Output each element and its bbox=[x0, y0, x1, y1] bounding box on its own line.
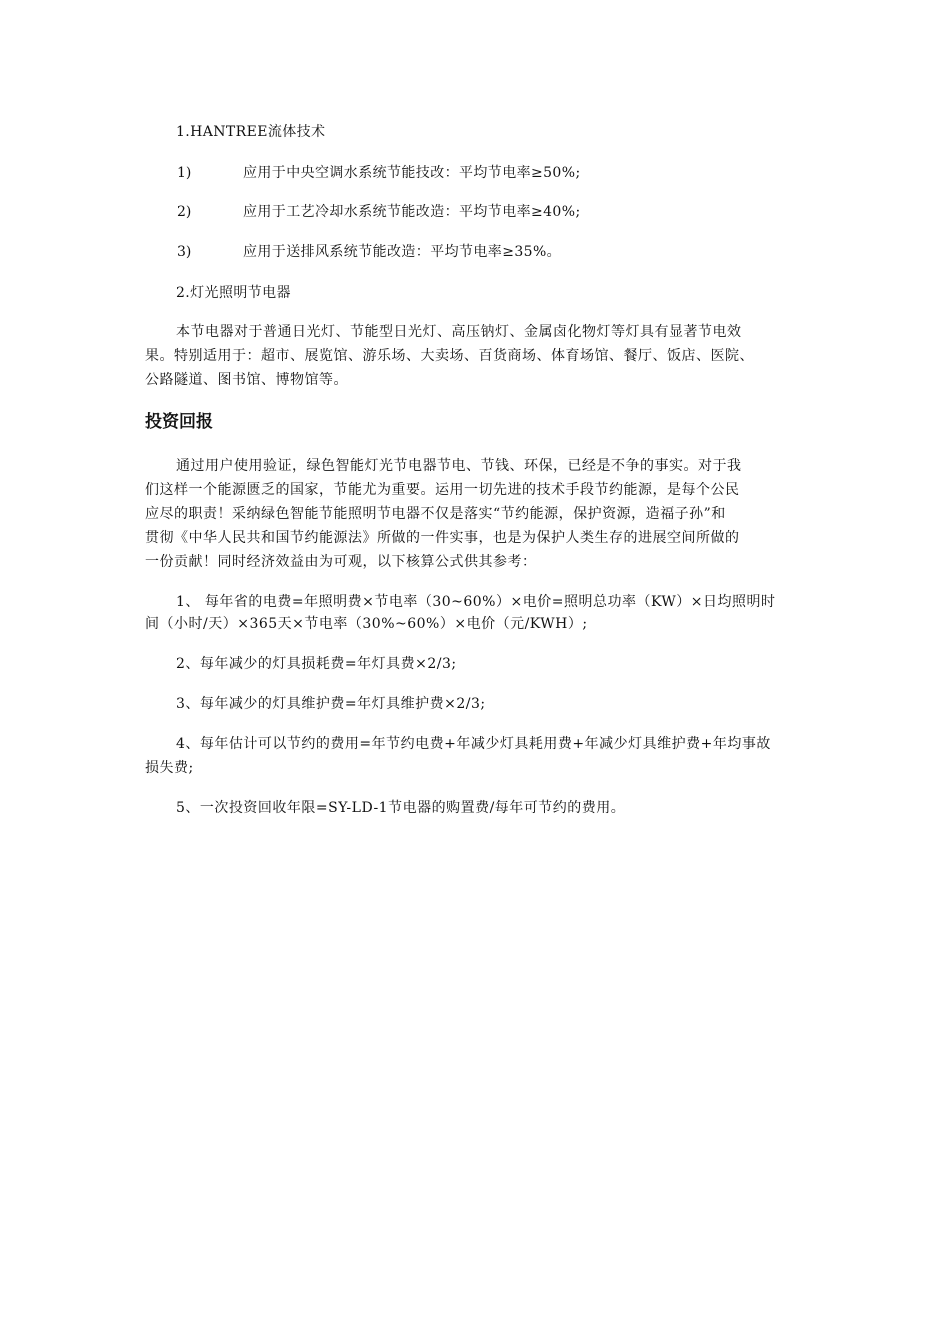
list-item-text: 应用于中央空调水系统节能技改：平均节电率≥50%; bbox=[243, 165, 581, 181]
list-item-number: 2) bbox=[177, 204, 192, 220]
paragraph-line: 们这样一个能源匮乏的国家，节能尤为重要。运用一切先进的技术手段节约能源，是每个公民 bbox=[145, 482, 740, 498]
section-heading: 投资回报 bbox=[145, 412, 213, 432]
formula-line: 间（小时/天）×365天×节电率（30%~60%）×电价（元/KWH）; bbox=[145, 616, 588, 632]
list-item-text: 应用于送排风系统节能改造：平均节电率≥35%。 bbox=[243, 244, 562, 260]
section2-title: 2.灯光照明节电器 bbox=[176, 285, 291, 301]
paragraph-line: 果。特别适用于：超市、展览馆、游乐场、大卖场、百货商场、体育场馆、餐厅、饭店、医院、 bbox=[145, 348, 754, 364]
formula-line: 4、每年估计可以节约的费用=年节约电费+年减少灯具耗用费+年减少灯具维护费+年均事故 bbox=[176, 736, 771, 752]
paragraph-line: 贯彻《中华人民共和国节约能源法》所做的一件实事，也是为保护人类生存的进展空间所做的 bbox=[145, 530, 740, 546]
paragraph-line: 通过用户使用验证，绿色智能灯光节电器节电、节钱、环保，已经是不争的事实。对于我 bbox=[176, 458, 742, 474]
formula-line: 2、每年减少的灯具损耗费=年灯具费×2/3; bbox=[176, 656, 457, 672]
paragraph-line: 应尽的职责！采纳绿色智能节能照明节电器不仅是落实“节约能源，保护资源，造福子孙”和 bbox=[145, 506, 726, 522]
formula-line: 1、 每年省的电费=年照明费×节电率（30~60%）×电价=照明总功率（KW）×日均照明时 bbox=[176, 594, 776, 610]
list-item-text: 应用于工艺冷却水系统节能改造：平均节电率≥40%; bbox=[243, 204, 581, 220]
formula-line: 损失费; bbox=[145, 760, 194, 776]
list-item-number: 1) bbox=[177, 165, 192, 181]
paragraph-line: 一份贡献！同时经济效益由为可观，以下核算公式供其参考： bbox=[145, 554, 537, 570]
list-item-number: 3) bbox=[177, 244, 192, 260]
formula-line: 5、一次投资回收年限=SY-LD-1节电器的购置费/每年可节约的费用。 bbox=[176, 800, 626, 816]
section1-title: 1.HANTREE流体技术 bbox=[176, 124, 326, 140]
formula-line: 3、每年减少的灯具维护费=年灯具维护费×2/3; bbox=[176, 696, 486, 712]
paragraph-line: 公路隧道、图书馆、博物馆等。 bbox=[145, 372, 348, 388]
paragraph-line: 本节电器对于普通日光灯、节能型日光灯、高压钠灯、金属卤化物灯等灯具有显著节电效 bbox=[176, 324, 742, 340]
